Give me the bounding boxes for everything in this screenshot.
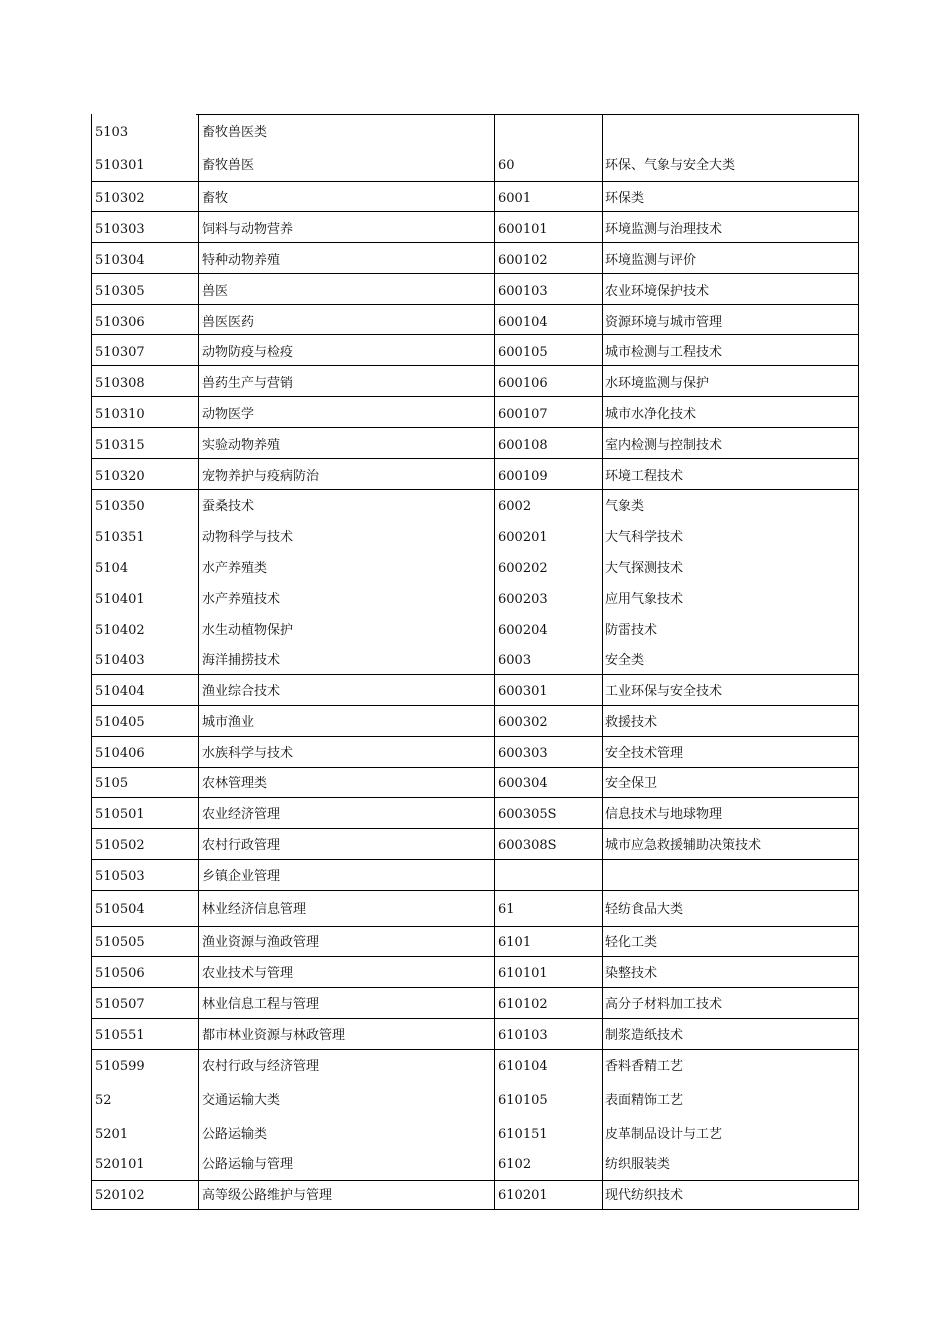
major-code-left: 520102	[95, 1188, 145, 1203]
major-code-right: 600103	[498, 284, 548, 299]
major-code-left: 510301	[95, 158, 145, 173]
major-name-right: 安全保卫	[605, 776, 658, 791]
major-name-left: 林业经济信息管理	[202, 902, 307, 917]
major-code-right: 61	[498, 902, 515, 917]
major-code-left: 520101	[95, 1157, 145, 1172]
major-code-left: 510507	[95, 997, 145, 1012]
table-row-border	[91, 1209, 859, 1210]
major-code-right: 610105	[498, 1093, 548, 1108]
major-name-right: 室内检测与控制技术	[605, 438, 723, 453]
major-code-right: 6102	[498, 1157, 532, 1172]
major-code-right: 600106	[498, 376, 548, 391]
major-code-right: 600105	[498, 345, 548, 360]
major-code-right: 6003	[498, 653, 532, 668]
major-name-right: 农业环境保护技术	[605, 284, 710, 299]
major-code-right: 600104	[498, 315, 548, 330]
table-column-border	[858, 114, 859, 1210]
major-code-left: 510304	[95, 253, 145, 268]
major-name-right: 轻化工类	[605, 935, 658, 950]
major-code-right: 600304	[498, 776, 548, 791]
major-code-right: 600308S	[498, 838, 557, 853]
major-code-right: 6002	[498, 499, 532, 514]
table-row-border	[91, 242, 859, 243]
table-row-border	[91, 859, 859, 860]
major-code-right: 600202	[498, 561, 548, 576]
major-name-right: 制浆造纸技术	[605, 1028, 684, 1043]
major-name-left: 动物防疫与检疫	[202, 345, 294, 360]
major-name-left: 高等级公路维护与管理	[202, 1188, 333, 1203]
major-name-left: 兽医	[202, 284, 229, 299]
table-row-border	[91, 705, 859, 706]
major-code-left: 5201	[95, 1127, 129, 1142]
major-name-left: 公路运输类	[202, 1127, 268, 1142]
major-name-right: 安全技术管理	[605, 746, 684, 761]
major-name-left: 动物医学	[202, 407, 255, 422]
major-name-right: 水环境监测与保护	[605, 376, 710, 391]
major-code-left: 510310	[95, 407, 145, 422]
major-code-left: 510599	[95, 1059, 145, 1074]
major-code-right: 610101	[498, 966, 548, 981]
major-name-left: 畜牧兽医类	[202, 125, 268, 140]
major-name-right: 大气科学技术	[605, 530, 684, 545]
major-code-left: 52	[95, 1093, 112, 1108]
major-name-left: 水产养殖类	[202, 561, 268, 576]
table-row-border	[91, 211, 859, 212]
table-row-border	[91, 1180, 859, 1181]
major-name-right: 环保、气象与安全大类	[605, 158, 736, 173]
major-name-right: 表面精饰工艺	[605, 1093, 684, 1108]
major-name-left: 兽医医药	[202, 315, 255, 330]
major-name-left: 渔业综合技术	[202, 684, 281, 699]
major-code-left: 510502	[95, 838, 145, 853]
table-column-border	[91, 114, 92, 1210]
major-name-left: 水产养殖技术	[202, 592, 281, 607]
major-name-right: 城市检测与工程技术	[605, 345, 723, 360]
table-column-border	[602, 114, 603, 1210]
major-name-right: 环境工程技术	[605, 469, 684, 484]
table-row-border	[91, 890, 859, 891]
major-code-right: 610102	[498, 997, 548, 1012]
major-code-left: 510403	[95, 653, 145, 668]
major-name-right: 气象类	[605, 499, 645, 514]
major-code-right: 600102	[498, 253, 548, 268]
major-code-left: 510351	[95, 530, 145, 545]
major-code-right: 600301	[498, 684, 548, 699]
table-row-border	[91, 334, 859, 335]
table-row-border	[91, 987, 859, 988]
major-name-left: 蚕桑技术	[202, 499, 255, 514]
major-name-left: 兽药生产与营销	[202, 376, 294, 391]
major-name-left: 饲料与动物营养	[202, 222, 294, 237]
major-code-right: 610103	[498, 1028, 548, 1043]
major-name-left: 林业信息工程与管理	[202, 997, 320, 1012]
major-code-left: 510350	[95, 499, 145, 514]
major-code-right: 600109	[498, 469, 548, 484]
major-code-left: 510551	[95, 1028, 145, 1043]
table-row-border	[91, 427, 859, 428]
major-code-left: 5103	[95, 125, 129, 140]
table-row-border	[91, 828, 859, 829]
major-code-right: 600302	[498, 715, 548, 730]
major-code-left: 5105	[95, 776, 129, 791]
major-name-right: 信息技术与地球物理	[605, 807, 723, 822]
major-name-right: 高分子材料加工技术	[605, 997, 723, 1012]
major-name-right: 城市水净化技术	[605, 407, 697, 422]
major-name-right: 染整技术	[605, 966, 658, 981]
major-code-left: 510401	[95, 592, 145, 607]
major-code-right: 610201	[498, 1188, 548, 1203]
major-name-right: 皮革制品设计与工艺	[605, 1127, 723, 1142]
table-row-border	[91, 1018, 859, 1019]
major-code-left: 510315	[95, 438, 145, 453]
major-code-left: 5104	[95, 561, 129, 576]
major-code-right: 60	[498, 158, 515, 173]
major-name-right: 纺织服装类	[605, 1157, 671, 1172]
major-name-left: 农村行政管理	[202, 838, 281, 853]
major-name-right: 香料香精工艺	[605, 1059, 684, 1074]
major-name-left: 城市渔业	[202, 715, 255, 730]
major-name-left: 实验动物养殖	[202, 438, 281, 453]
table-column-border	[198, 114, 199, 1210]
major-code-right: 600203	[498, 592, 548, 607]
major-name-left: 公路运输与管理	[202, 1157, 294, 1172]
major-name-left: 乡镇企业管理	[202, 869, 281, 884]
major-code-right: 6001	[498, 191, 532, 206]
table-row-border	[91, 489, 859, 490]
major-code-left: 510505	[95, 935, 145, 950]
major-name-right: 工业环保与安全技术	[605, 684, 723, 699]
table-row-border	[91, 1049, 859, 1050]
table-row-border	[91, 797, 859, 798]
table-row-border	[91, 181, 859, 182]
major-name-left: 畜牧兽医	[202, 158, 255, 173]
major-code-left: 510405	[95, 715, 145, 730]
major-code-right: 610151	[498, 1127, 548, 1142]
table-row-border	[91, 956, 859, 957]
major-name-left: 水族科学与技术	[202, 746, 294, 761]
major-code-right: 600204	[498, 623, 548, 638]
major-code-left: 510504	[95, 902, 145, 917]
major-name-right: 环保类	[605, 191, 645, 206]
major-code-left: 510506	[95, 966, 145, 981]
major-code-left: 510406	[95, 746, 145, 761]
major-name-left: 农业技术与管理	[202, 966, 294, 981]
major-name-right: 防雷技术	[605, 623, 658, 638]
major-name-right: 轻纺食品大类	[605, 902, 684, 917]
major-code-left: 510303	[95, 222, 145, 237]
table-row-border	[91, 304, 859, 305]
table-column-border	[494, 114, 495, 1210]
major-name-right: 救援技术	[605, 715, 658, 730]
table-row-border	[91, 767, 859, 768]
major-name-right: 环境监测与治理技术	[605, 222, 723, 237]
table-row-border	[196, 114, 859, 115]
major-code-right: 600101	[498, 222, 548, 237]
major-name-right: 现代纺织技术	[605, 1188, 684, 1203]
major-code-right: 610104	[498, 1059, 548, 1074]
major-code-right: 6101	[498, 935, 532, 950]
major-name-left: 农业经济管理	[202, 807, 281, 822]
major-name-left: 农村行政与经济管理	[202, 1059, 320, 1074]
major-code-right: 600303	[498, 746, 548, 761]
major-name-left: 渔业资源与渔政管理	[202, 935, 320, 950]
major-name-left: 交通运输大类	[202, 1093, 281, 1108]
table-row-border	[91, 458, 859, 459]
major-name-right: 资源环境与城市管理	[605, 315, 723, 330]
major-code-left: 510503	[95, 869, 145, 884]
major-code-right: 600305S	[498, 807, 557, 822]
major-code-left: 510320	[95, 469, 145, 484]
major-name-left: 都市林业资源与林政管理	[202, 1028, 346, 1043]
major-code-left: 510306	[95, 315, 145, 330]
major-name-right: 城市应急救援辅助决策技术	[605, 838, 762, 853]
major-code-left: 510501	[95, 807, 145, 822]
major-code-left: 510305	[95, 284, 145, 299]
major-name-left: 特种动物养殖	[202, 253, 281, 268]
table-row-border	[91, 396, 859, 397]
major-name-right: 应用气象技术	[605, 592, 684, 607]
major-name-right: 大气探测技术	[605, 561, 684, 576]
major-code-left: 510404	[95, 684, 145, 699]
major-name-left: 水生动植物保护	[202, 623, 294, 638]
major-name-left: 农林管理类	[202, 776, 268, 791]
major-code-right: 600107	[498, 407, 548, 422]
table-row-border	[91, 736, 859, 737]
table-row-border	[91, 674, 859, 675]
major-code-table	[91, 114, 859, 1210]
major-code-left: 510302	[95, 191, 145, 206]
major-code-right: 600108	[498, 438, 548, 453]
major-name-left: 海洋捕捞技术	[202, 653, 281, 668]
major-code-right: 600201	[498, 530, 548, 545]
major-name-right: 环境监测与评价	[605, 253, 697, 268]
major-name-left: 动物科学与技术	[202, 530, 294, 545]
major-name-right: 安全类	[605, 653, 645, 668]
table-row-border	[91, 273, 859, 274]
major-code-left: 510402	[95, 623, 145, 638]
major-name-left: 宠物养护与疫病防治	[202, 469, 320, 484]
major-name-left: 畜牧	[202, 191, 229, 206]
table-row-border	[91, 365, 859, 366]
major-code-left: 510308	[95, 376, 145, 391]
major-code-left: 510307	[95, 345, 145, 360]
table-row-border	[91, 926, 859, 927]
